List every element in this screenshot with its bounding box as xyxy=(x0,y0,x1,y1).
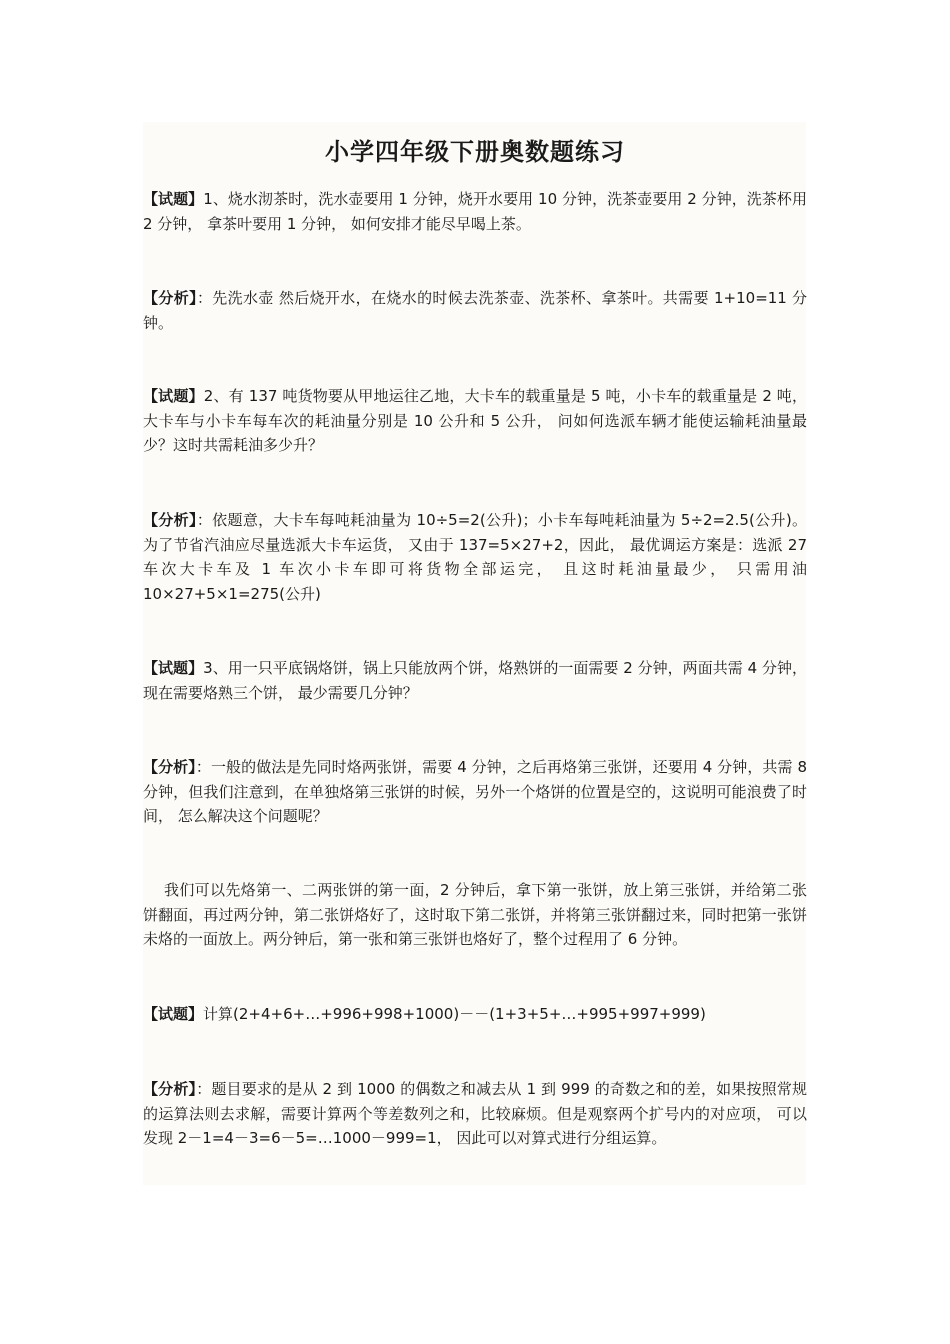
analysis-4-text: ：题目要求的是从 2 到 1000 的偶数之和减去从 1 到 999 的奇数之和的差，如果按照常规的运算法则去求解，需要计算两个等差数列之和，比较麻烦。但是观察两个扩号内的对应项， 可以发现 2－1=4－3=6－5=…1000－999=1， 因此可以对算式进行分组运算。 xyxy=(143,1080,807,1147)
analysis-4 xyxy=(143,1077,807,1151)
analysis-3-continued xyxy=(143,878,807,952)
analysis-3-continued-text: 我们可以先烙第一、二两张饼的第一面，2 分钟后，拿下第一张饼，放上第三张饼，并给第二张饼翻面，再过两分钟，第二张饼烙好了，这时取下第二张饼，并将第三张饼翻过来，同时把第一张饼未烙的一面放上。两分钟后，第一张和第三张饼也烙好了，整个过程用了 6 分钟。 xyxy=(143,881,807,948)
question-2-text: 2、有 137 吨货物要从甲地运往乙地，大卡车的载重量是 5 吨，小卡车的载重量是 2 吨， 大卡车与小卡车每车次的耗油量分别是 10 公升和 5 公升， 问如何选派车辆才能使运输耗油量最少？这时共需耗油多少升？ xyxy=(143,387,807,454)
question-4-text: 计算(2+4+6+…+996+998+1000)－－(1+3+5+…+995+997+999) xyxy=(203,1005,706,1023)
analysis-3-label: 【分析】 xyxy=(143,758,196,776)
question-4-label: 【试题】 xyxy=(143,1005,204,1023)
analysis-3-text: ：一般的做法是先同时烙两张饼，需要 4 分钟，之后再烙第三张饼，还要用 4 分钟，共需 8 分钟，但我们注意到，在单独烙第三张饼的时候，另外一个烙饼的位置是空的，这说明可能浪费了时间， 怎么解决这个问题呢？ xyxy=(143,758,807,825)
question-3-text: 3、用一只平底锅烙饼，锅上只能放两个饼，烙熟饼的一面需要 2 分钟，两面共需 4 分钟， 现在需要烙熟三个饼， 最少需要几分钟？ xyxy=(143,659,807,702)
question-3-label: 【试题】 xyxy=(143,659,204,677)
analysis-4-label: 【分析】 xyxy=(143,1080,197,1098)
question-3 xyxy=(143,656,807,705)
analysis-3 xyxy=(143,755,807,829)
analysis-2-text: ：依题意，大卡车每吨耗油量为 10÷5=2(公升)；小卡车每吨耗油量为 5÷2=2.5(公升)。为了节省汽油应尽量选派大卡车运货， 又由于 137=5×27+2，因此， 最优调运方案是：选派 27 车次大卡车及 1 车次小卡车即可将货物全部运完， 且这时耗油量最少， 只需用油 10×27+5×1=275(公升) xyxy=(143,511,807,603)
question-1 xyxy=(143,187,807,236)
question-1-text: 1、烧水沏茶时，洗水壶要用 1 分钟，烧开水要用 10 分钟，洗茶壶要用 2 分钟，洗茶杯用 2 分钟， 拿茶叶要用 1 分钟， 如何安排才能尽早喝上茶。 xyxy=(143,190,807,233)
question-4 xyxy=(143,1002,807,1027)
analysis-1 xyxy=(143,286,807,335)
analysis-2-label: 【分析】 xyxy=(143,511,197,529)
question-2 xyxy=(143,384,807,458)
question-2-label: 【试题】 xyxy=(143,387,204,405)
analysis-1-label: 【分析】 xyxy=(143,289,197,307)
analysis-2 xyxy=(143,508,807,606)
analysis-1-text: ：先洗水壶 然后烧开水，在烧水的时候去洗茶壶、洗茶杯、拿茶叶。共需要 1+10=11 分钟。 xyxy=(143,289,807,332)
question-1-label: 【试题】 xyxy=(143,190,204,208)
document-title: 小学四年级下册奥数题练习 xyxy=(325,138,625,166)
